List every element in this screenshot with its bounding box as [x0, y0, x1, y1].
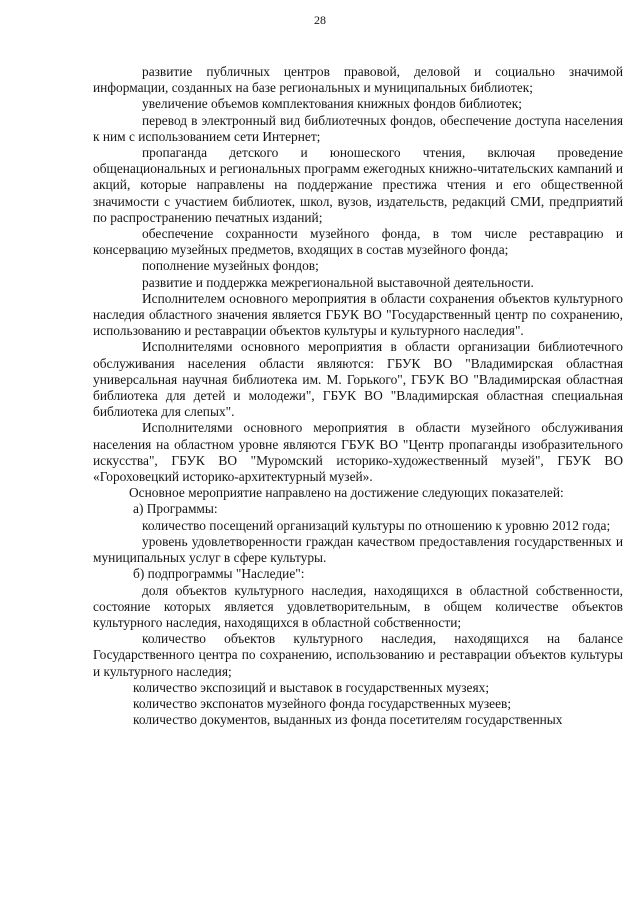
paragraph: доля объектов культурного наследия, находящихся в областной собственности, состояние которых является удовлетворительным, в общем количестве объектов культурного наследия, находящихся в областной собственности;: [93, 582, 623, 630]
paragraph: количество экспонатов музейного фонда государственных музеев;: [133, 695, 512, 711]
paragraph: Исполнителем основного мероприятия в области сохранения объектов культурного наследия областного значения является ГБУК ВО "Государственный центр по сохранению, использованию и реставрации объектов культуры и культурного наследия".: [93, 290, 623, 339]
paragraph: развитие и поддержка межрегиональной выставочной деятельности.: [142, 274, 534, 290]
paragraph: Исполнителями основного мероприятия в области музейного обслуживания населения на областном уровне являются ГБУК ВО "Центр пропаганды изобразительного искусства", ГБУК ВО "Муромский историко-художественный музей", ГБУК ВО «Гороховецкий историко-архитектурный музей».: [93, 420, 623, 485]
paragraph: пополнение музейных фондов;: [142, 258, 319, 274]
paragraph: пропаганда детского и юношеского чтения, включая проведение общенациональных и региональных программ ежегодных книжно-читательских кампаний и акций, которые направлены на поддержание престижа чтения и его общественной значимости с участием библиотек, школ, вузов, издательств, редакций СМИ, предприятий по распространению печатных изданий;: [93, 145, 623, 225]
paragraph: перевод в электронный вид библиотечных фондов, обеспечение доступа населения к ним с использованием сети Интернет;: [93, 112, 623, 144]
paragraph: уровень удовлетворенности граждан качеством предоставления государственных и муниципальных услуг в сфере культуры.: [93, 533, 623, 566]
paragraph: Исполнителями основного мероприятия в области организации библиотечного обслуживания населения области являются: ГБУК ВО "Владимирская областная универсальная научная библиотека им. М. Горького", ГБУК ВО "Владимирская областная библиотека для детей и молодежи", ГБУК ВО "Владимирская областная специальная библиотека для слепых".: [93, 339, 623, 420]
paragraph: развитие публичных центров правовой, деловой и социально значимой информации, созданных на базе региональных и муниципальных библиотек;: [93, 64, 623, 96]
paragraph: а) Программы:: [133, 501, 218, 517]
paragraph: количество объектов культурного наследия, находящихся на балансе Государственного центра по сохранению, использованию и реставрации объектов культуры и культурного наследия;: [93, 631, 623, 679]
paragraph: обеспечение сохранности музейного фонда, в том числе реставрацию и консервацию музейных предметов, входящих в состав музейного фонда;: [93, 226, 623, 258]
paragraph: количество экспозиций и выставок в государственных музеях;: [133, 679, 490, 695]
paragraph: количество документов, выданных из фонда посетителям государственных: [133, 712, 563, 728]
document-body: [93, 64, 623, 728]
paragraph: б) подпрограммы "Наследие":: [133, 566, 305, 582]
paragraph: увеличение объемов комплектования книжных фондов библиотек;: [142, 96, 522, 112]
paragraph: количество посещений организаций культуры по отношению к уровню 2012 года;: [142, 517, 611, 533]
page-number: 28: [314, 13, 326, 27]
paragraph: Основное мероприятие направлено на достижение следующих показателей:: [129, 485, 564, 501]
